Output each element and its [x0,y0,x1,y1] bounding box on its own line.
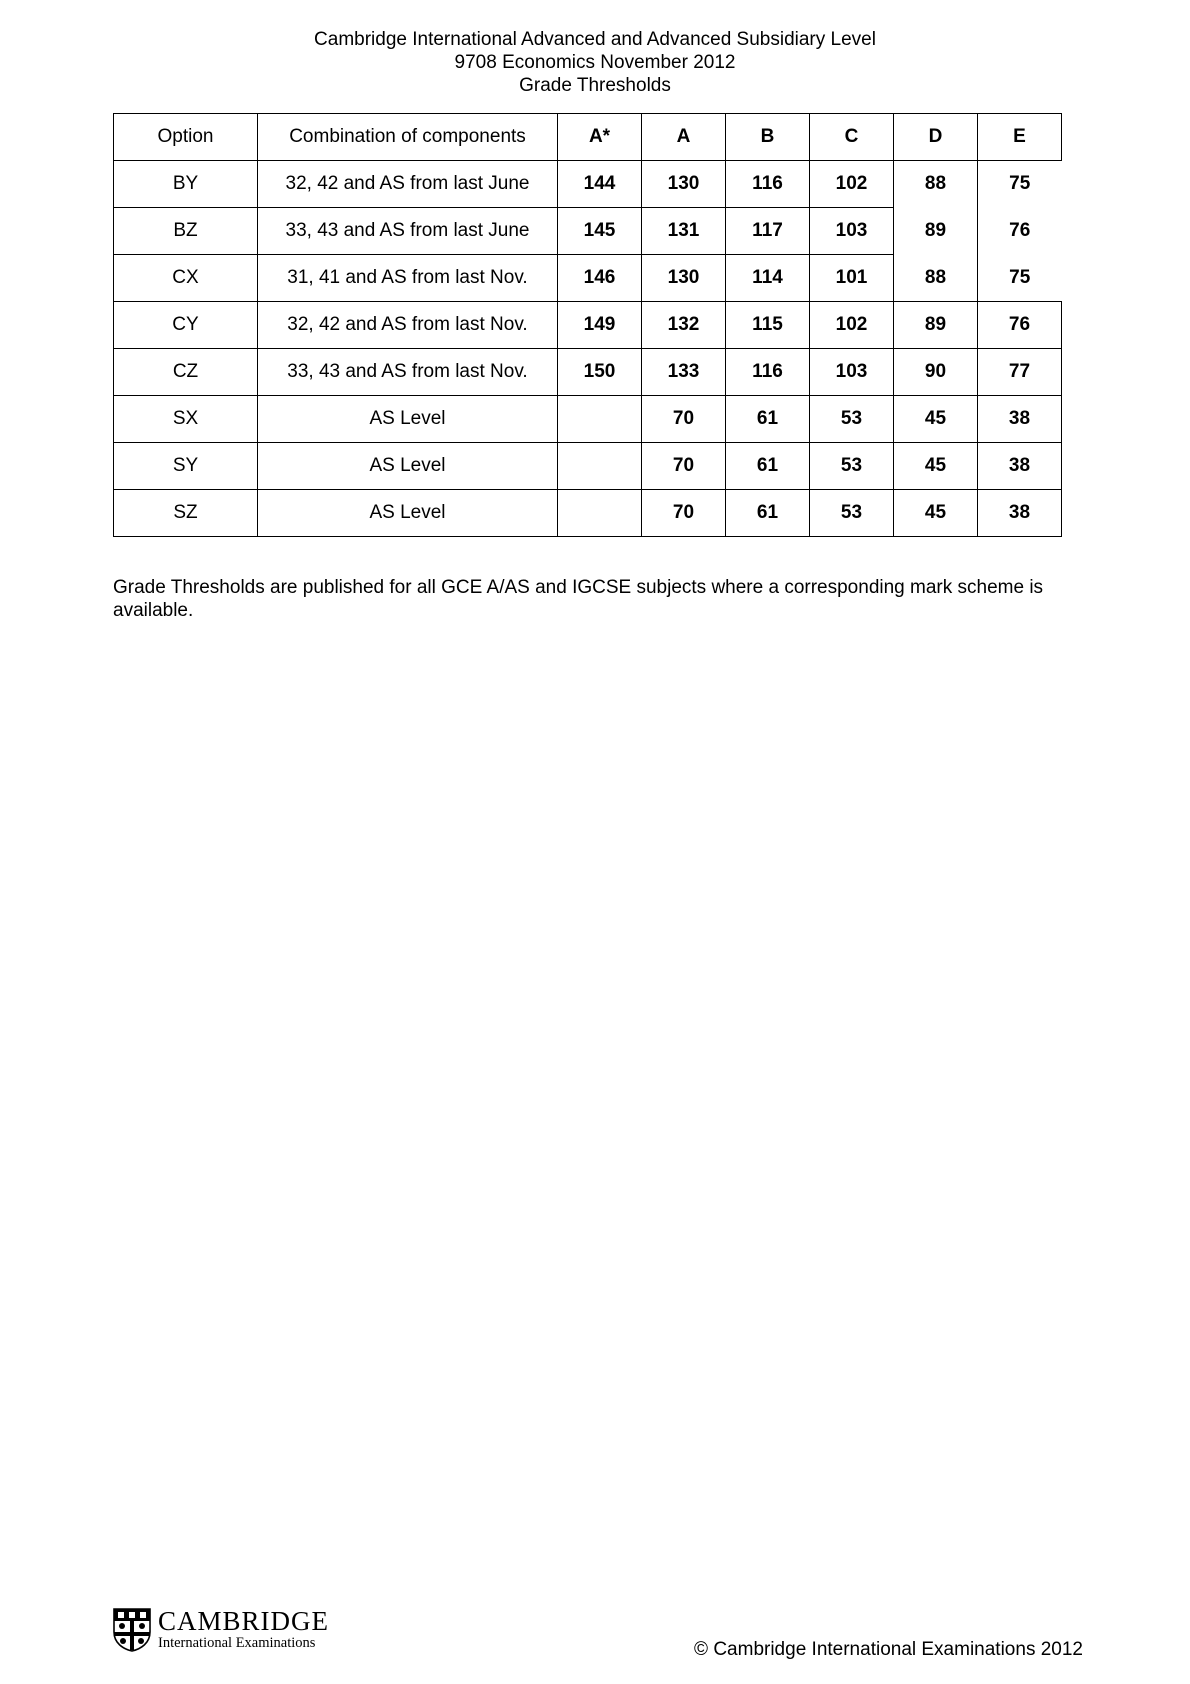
column-header-d: D [894,114,978,161]
grade-c-cell: 103 [810,349,894,396]
copyright-notice: © Cambridge International Examinations 2012 [694,1639,1083,1660]
grade-a-cell: 70 [642,490,726,537]
table-row [114,255,1062,302]
grade-d-cell: 88 [894,255,978,302]
cambridge-shield-icon [113,1608,151,1652]
qualification-title: Cambridge International Advanced and Advanced Subsidiary Level [314,29,876,50]
grade-e-cell: 77 [978,349,1062,396]
grade-e-cell: 38 [978,490,1062,537]
table-row [114,396,1062,443]
grade-e-cell: 38 [978,443,1062,490]
grade-c-cell: 53 [810,490,894,537]
grade-a-star-cell [558,396,642,443]
subject-title: 9708 Economics November 2012 [454,52,736,73]
grade-a-star-cell: 144 [558,161,642,208]
grade-a-cell: 70 [642,396,726,443]
table-row [114,443,1062,490]
combination-cell: 32, 42 and AS from last Nov. [258,302,558,349]
table-row [114,349,1062,396]
grade-b-cell: 61 [726,443,810,490]
grade-a-star-cell [558,490,642,537]
grade-e-cell: 38 [978,396,1062,443]
grade-a-cell: 70 [642,443,726,490]
grade-c-cell: 102 [810,161,894,208]
cambridge-logo [113,1608,329,1652]
grade-thresholds-table [113,113,1062,537]
grade-e-cell: 75 [978,255,1062,302]
grade-d-cell: 88 [894,161,978,208]
column-header-a-star: A* [558,114,642,161]
grade-b-cell: 61 [726,396,810,443]
grade-a-star-cell [558,443,642,490]
grade-a-cell: 131 [642,208,726,255]
column-header-option: Option [114,114,258,161]
column-header-c: C [810,114,894,161]
grade-e-cell: 76 [978,302,1062,349]
column-header-b: B [726,114,810,161]
grade-b-cell: 117 [726,208,810,255]
option-cell: CZ [114,349,258,396]
grade-b-cell: 115 [726,302,810,349]
grade-c-cell: 103 [810,208,894,255]
grade-b-cell: 114 [726,255,810,302]
grade-a-cell: 130 [642,161,726,208]
combination-cell: 33, 43 and AS from last Nov. [258,349,558,396]
table-row [114,490,1062,537]
column-header-combination: Combination of components [258,114,558,161]
grade-a-cell: 130 [642,255,726,302]
combination-cell: AS Level [258,490,558,537]
grade-b-cell: 116 [726,161,810,208]
grade-e-cell: 76 [978,208,1062,255]
logo-brand-text: CAMBRIDGE [158,1606,330,1636]
option-cell: CX [114,255,258,302]
table-row [114,161,1062,208]
grade-d-cell: 89 [894,302,978,349]
grade-a-cell: 132 [642,302,726,349]
publication-note: Grade Thresholds are published for all GCE A/AS and IGCSE subjects where a corresponding mark scheme is available. [113,577,1044,621]
column-header-a: A [642,114,726,161]
option-cell: SZ [114,490,258,537]
page-title: Grade Thresholds [519,75,671,96]
grade-d-cell: 45 [894,443,978,490]
column-header-e: E [978,114,1062,161]
grade-c-cell: 53 [810,443,894,490]
grade-d-cell: 45 [894,490,978,537]
combination-cell: 31, 41 and AS from last Nov. [258,255,558,302]
option-cell: BY [114,161,258,208]
option-cell: BZ [114,208,258,255]
grade-b-cell: 61 [726,490,810,537]
option-cell: CY [114,302,258,349]
document-header [0,28,1190,97]
grade-a-star-cell: 149 [558,302,642,349]
grade-b-cell: 116 [726,349,810,396]
grade-c-cell: 53 [810,396,894,443]
combination-cell: 32, 42 and AS from last June [258,161,558,208]
grade-c-cell: 101 [810,255,894,302]
grade-a-star-cell: 146 [558,255,642,302]
grade-e-cell: 75 [978,161,1062,208]
combination-cell: 33, 43 and AS from last June [258,208,558,255]
option-cell: SX [114,396,258,443]
grade-a-star-cell: 150 [558,349,642,396]
grade-d-cell: 45 [894,396,978,443]
grade-d-cell: 89 [894,208,978,255]
logo-sub-text: International Examinations [158,1635,316,1651]
combination-cell: AS Level [258,443,558,490]
grade-a-cell: 133 [642,349,726,396]
option-cell: SY [114,443,258,490]
grade-d-cell: 90 [894,349,978,396]
table-row [114,208,1062,255]
table-row [114,302,1062,349]
grade-a-star-cell: 145 [558,208,642,255]
table-header-row [114,114,1062,161]
combination-cell: AS Level [258,396,558,443]
grade-c-cell: 102 [810,302,894,349]
